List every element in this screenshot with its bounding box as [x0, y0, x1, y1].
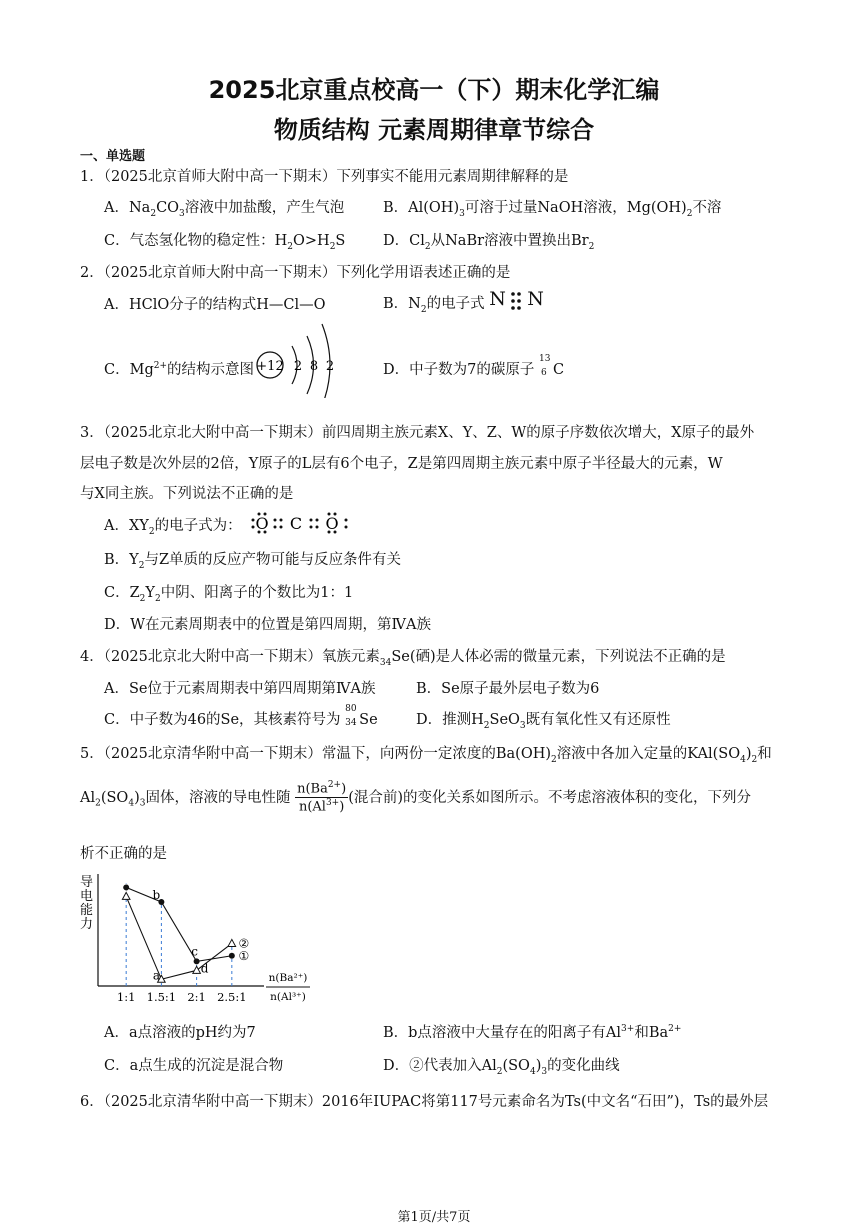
- point-label: d: [200, 961, 209, 976]
- question-1-option-d: D．$Cl_2$从NaBr溶液中置换出$Br_2$: [383, 233, 595, 252]
- question-6-stem: 6．（2025北京清华附中高一下期末）2016年IUPAC将第117号元素命名为Ts(中文名“石田”)，Ts的最外层: [80, 1094, 769, 1110]
- y-axis-label-char: 导: [80, 875, 94, 890]
- x-tick-label: 2:1: [187, 990, 206, 1004]
- chart-marks: [122, 884, 249, 982]
- shell-3-electrons: 2: [325, 359, 335, 374]
- carbon: C: [289, 514, 303, 533]
- data-point-triangle: [193, 966, 201, 973]
- question-5-option-a: A．a点溶液的pH约为7: [104, 1025, 256, 1041]
- point-label: b: [152, 888, 161, 902]
- question-1-stem: 1．（2025北京首师大附中高一下期末）下列事实不能用元素周期律解释的是: [80, 169, 569, 185]
- question-4-option-a: A．Se位于元素周期表中第四周期第ⅣA族: [104, 681, 376, 697]
- question-2-option-b: B．$N_2$的电子式 N N: [383, 290, 551, 315]
- question-5-stem-line1: 5．（2025北京清华附中高一下期末）常温下，向两份一定浓度的$Ba(OH)_2$溶液中各加入定量的$KAl(SO_4)_2$和: [80, 746, 772, 765]
- n2-electron-formula: N N: [489, 288, 544, 310]
- x-tick-label: 1:1: [116, 990, 136, 1004]
- section-heading: 一、单选题: [80, 149, 146, 164]
- conductivity-chart: [78, 868, 328, 1016]
- series-label: ①: [238, 948, 250, 963]
- question-3-option-b: B．$Y_2$与Z单质的反应产物可能与反应条件有关: [104, 552, 402, 571]
- shell-2-electrons: 8: [309, 359, 319, 374]
- series-line-2: [126, 896, 232, 979]
- left-oxygen: O: [255, 514, 269, 533]
- question-5-stem-line3: 析不正确的是: [80, 846, 167, 862]
- chart-axes: [80, 874, 310, 1004]
- nuclide-indices: 80 34: [345, 704, 357, 728]
- question-3-stem-line2: 层电子数是次外层的2倍，Y原子的L层有6个电子，Z是第四周期主族元素中原子半径最大的元素，W: [80, 456, 723, 472]
- right-oxygen: O: [325, 514, 339, 533]
- question-5-option-b: B．b点溶液中大量存在的阳离子有$Al^{3+}$和$Ba^{2+}$: [383, 1024, 682, 1041]
- document-title-line2: 物质结构 元素周期律章节综合: [273, 116, 595, 144]
- question-4-option-b: B．Se原子最外层电子数为6: [416, 681, 600, 697]
- data-point-circle: [229, 953, 235, 959]
- x-tick-label: 2.5:1: [217, 990, 247, 1004]
- x-tick-label: 1.5:1: [146, 990, 177, 1004]
- data-point-circle: [194, 958, 200, 964]
- data-point-triangle: [122, 892, 130, 899]
- x-axis-label-numerator: n(Ba²⁺): [268, 972, 308, 984]
- question-1-option-c: C．气态氢化物的稳定性：$H_2O>H_2S$: [104, 233, 346, 252]
- question-2-option-d: D．中子数为7的碳原子 13 6 C: [383, 354, 565, 378]
- question-3-stem-line1: 3．（2025北京北大附中高一下期末）前四周期主族元素X、Y、Z、W的原子序数依次增大，X原子的最外: [80, 425, 755, 441]
- question-4-option-d: D．推测$H_2SeO_3$既有氧化性又有还原性: [416, 712, 671, 731]
- question-3-option-c: C．$Z_2Y_2$中阴、阳离子的个数比为1：1: [104, 585, 354, 604]
- question-3-option-a: A．$XY_2$的电子式为：: [104, 518, 242, 537]
- series-line-1: [126, 887, 232, 961]
- question-2-option-a: A．HClO分子的结构式H—Cl—O: [104, 297, 326, 313]
- question-4-option-c: C．中子数为46的Se，其核素符号为 80 34 Se: [104, 704, 378, 728]
- question-2-stem: 2．（2025北京首师大附中高一下期末）下列化学用语表述正确的是: [80, 265, 511, 281]
- question-4-stem: 4．（2025北京北大附中高一下期末）氧族元素$_{34}$Se(硒)是人体必需的微量元素，下列说法不正确的是: [80, 649, 726, 668]
- ratio-fraction: $\frac{n(Ba^{2+})}{n(Al^{3+})}$: [297, 780, 347, 815]
- page-footer: 第1页/共7页: [397, 1210, 471, 1225]
- y-axis-label-char: 力: [80, 917, 94, 932]
- question-2-option-c: C．$Mg^{2+}$的结构示意图: [104, 361, 255, 378]
- nuclide-indices: 13 6: [538, 354, 551, 378]
- y-axis-label-char: 电: [80, 889, 94, 904]
- series-label: ②: [238, 936, 250, 951]
- question-5-option-c: C．a点生成的沉淀是混合物: [104, 1058, 284, 1074]
- point-label: a: [152, 968, 160, 983]
- x-axis-label-denominator: n(Al³⁺): [270, 991, 306, 1003]
- data-point-circle: [123, 884, 129, 890]
- co2-electron-formula: [246, 505, 356, 537]
- question-3-option-d: D．W在元素周期表中的位置是第四周期，第ⅣA族: [104, 617, 431, 633]
- mg-ion-structure-diagram: [254, 318, 344, 398]
- question-5-option-d: D．②代表加入$Al_2(SO_4)_3$的变化曲线: [383, 1058, 620, 1077]
- nucleus-charge: +12: [256, 359, 284, 374]
- question-1-option-b: B．$Al(OH)_3$可溶于过量NaOH溶液，$Mg(OH)_2$不溶: [383, 200, 722, 219]
- question-1-option-a: A．$Na_2CO_3$溶液中加盐酸，产生气泡: [104, 200, 345, 219]
- shell-1-electrons: 2: [293, 359, 303, 374]
- y-axis-label-char: 能: [80, 903, 94, 918]
- document-title-line1: 2025北京重点校高一（下）期末化学汇编: [208, 76, 660, 104]
- triple-bond-dots-icon: [508, 290, 528, 312]
- point-label: c: [191, 944, 198, 959]
- data-point-triangle: [228, 939, 236, 946]
- question-5-stem-line2: $Al_2(SO_4)_3$固体，溶液的导电性随 $\frac{n(Ba^{2+})}{n(Al^{3+})}$ (混合前)的变化关系如图所示。不考虑溶液体积的变化，下列分: [80, 780, 751, 815]
- question-3-stem-line3: 与X同主族。下列说法不正确的是: [80, 486, 294, 502]
